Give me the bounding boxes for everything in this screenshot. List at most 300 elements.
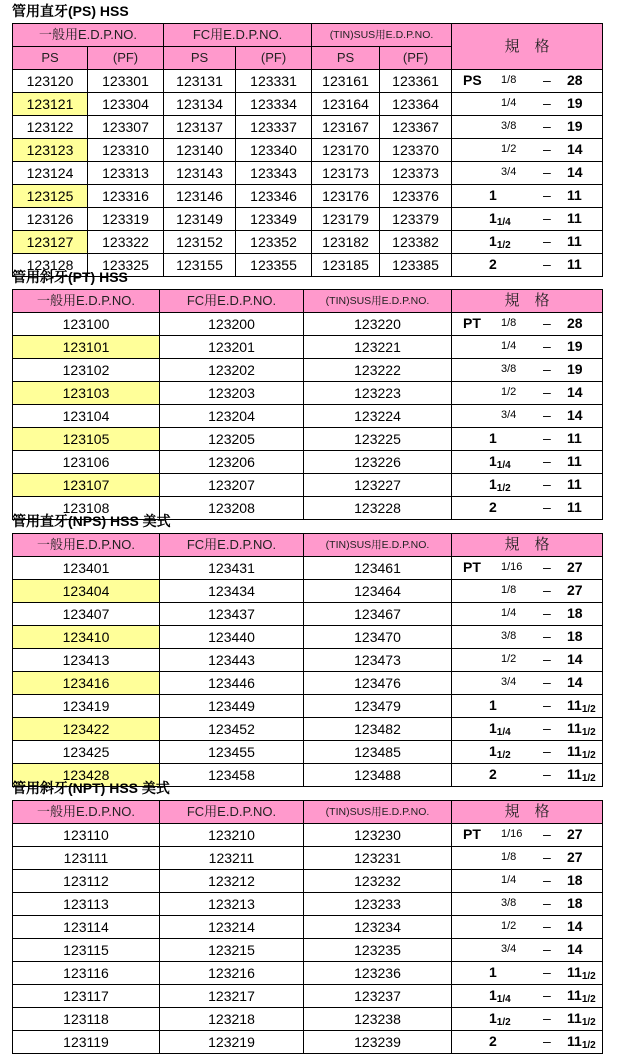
edp-cell: 123121 (13, 93, 88, 116)
spec-dash: – (543, 720, 551, 736)
edp-cell: 123108 (13, 497, 160, 520)
spec-cell (452, 208, 603, 231)
edp-cell: 123239 (304, 1031, 452, 1054)
header-row (13, 24, 603, 47)
tpi-fraction: 1/2 (581, 1017, 596, 1028)
subheader-cell: (PF) (236, 47, 312, 70)
edp-cell: 123211 (160, 847, 304, 870)
spec-size: $1_{1/4}$ (489, 720, 511, 738)
spec-tpi: $11_{1/2}$ (567, 964, 596, 982)
spec-cell (452, 451, 603, 474)
spec-tpi: 11 (567, 476, 582, 492)
edp-cell: 123325 (88, 254, 164, 277)
table-row (13, 580, 603, 603)
spec-tpi: 11 (567, 187, 582, 203)
spec-tpi: 28 (567, 72, 583, 88)
edp-cell: 123473 (304, 649, 452, 672)
edp-cell: 123425 (13, 741, 160, 764)
edp-cell: 123470 (304, 626, 452, 649)
subheader-cell: PS (13, 47, 88, 70)
spec-size: 3/4 (501, 409, 517, 421)
spec-cell (452, 649, 603, 672)
spec-dash: – (543, 964, 551, 980)
spec-dash: – (543, 499, 551, 515)
table-row (13, 1031, 603, 1054)
edp-cell: 123485 (304, 741, 452, 764)
header-row (13, 801, 603, 824)
spec-cell (452, 718, 603, 741)
table-row (13, 208, 603, 231)
table-row (13, 1008, 603, 1031)
edp-cell: 123413 (13, 649, 160, 672)
spec-dash: – (543, 941, 551, 957)
edp-cell: 123224 (304, 405, 452, 428)
spec-cell (452, 1008, 603, 1031)
spec-tpi: 18 (567, 605, 583, 621)
edp-cell: 123149 (164, 208, 236, 231)
spec-fraction: 1/4 (496, 217, 511, 228)
edp-cell: 123343 (236, 162, 312, 185)
header-fc: FC用E.D.P.NO. (160, 801, 304, 824)
spec-dash: – (543, 1033, 551, 1049)
edp-cell: 123346 (236, 185, 312, 208)
edp-cell: 123114 (13, 916, 160, 939)
edp-cell: 123446 (160, 672, 304, 695)
tpi-fraction: 1/2 (581, 704, 596, 715)
subheader-cell: PS (312, 47, 380, 70)
spec-size: 1/2 (501, 920, 517, 932)
spec-tpi: 14 (567, 941, 583, 957)
spec-size: $1_{1/2}$ (489, 476, 511, 494)
edp-cell: 123103 (13, 382, 160, 405)
edp-cell: 123185 (312, 254, 380, 277)
table-row (13, 557, 603, 580)
table-row (13, 162, 603, 185)
spec-tpi: $11_{1/2}$ (567, 743, 596, 761)
edp-cell: 123124 (13, 162, 88, 185)
edp-cell: 123461 (304, 557, 452, 580)
edp-cell: 123182 (312, 231, 380, 254)
edp-cell: 123112 (13, 870, 160, 893)
spec-size: 1/4 (501, 607, 517, 619)
table-row (13, 382, 603, 405)
header-spec: 規 格 (452, 290, 603, 313)
spec-size: 1/4 (501, 874, 517, 886)
edp-cell: 123467 (304, 603, 452, 626)
spec-size: 1/8 (501, 584, 517, 596)
edp-cell: 123237 (304, 985, 452, 1008)
edp-cell: 123113 (13, 893, 160, 916)
edp-cell: 123225 (304, 428, 452, 451)
edp-cell: 123105 (13, 428, 160, 451)
table-row (13, 672, 603, 695)
spec-tpi: 14 (567, 407, 583, 423)
spec-size: 1/4 (501, 97, 517, 109)
spec-size: $1_{1/4}$ (489, 210, 511, 228)
edp-cell: 123102 (13, 359, 160, 382)
spec-tpi: 11 (567, 233, 582, 249)
spec-cell (452, 672, 603, 695)
spec-size: 1 (489, 964, 497, 980)
header-fc: FC用E.D.P.NO. (160, 290, 304, 313)
header-fc: FC用E.D.P.NO. (164, 24, 312, 47)
spec-cell (452, 939, 603, 962)
tpi-fraction: 1/2 (581, 750, 596, 761)
spec-prefix: PT (463, 826, 481, 842)
edp-table (12, 533, 603, 787)
spec-cell (452, 870, 603, 893)
spec-tpi: 27 (567, 582, 583, 598)
edp-cell: 123219 (160, 1031, 304, 1054)
edp-cell: 123134 (164, 93, 236, 116)
spec-tpi: 18 (567, 872, 583, 888)
spec-cell (452, 231, 603, 254)
table-row (13, 185, 603, 208)
header-fc: FC用E.D.P.NO. (160, 534, 304, 557)
spec-fraction: 1/2 (496, 483, 511, 494)
edp-cell: 123122 (13, 116, 88, 139)
edp-cell: 123204 (160, 405, 304, 428)
spec-tpi: 14 (567, 651, 583, 667)
spec-dash: – (543, 605, 551, 621)
edp-cell: 123337 (236, 116, 312, 139)
tpi-fraction: 1/2 (581, 994, 596, 1005)
spec-dash: – (543, 849, 551, 865)
edp-cell: 123410 (13, 626, 160, 649)
edp-cell: 123428 (13, 764, 160, 787)
edp-cell: 123143 (164, 162, 236, 185)
spec-dash: – (543, 407, 551, 423)
table-row (13, 695, 603, 718)
section-title: 管用斜牙(NPT) HSS 美式 (12, 780, 170, 796)
table-row (13, 847, 603, 870)
table-row (13, 893, 603, 916)
edp-cell: 123126 (13, 208, 88, 231)
table-row (13, 741, 603, 764)
spec-dash: – (543, 315, 551, 331)
edp-cell: 123434 (160, 580, 304, 603)
table-row (13, 718, 603, 741)
spec-dash: – (543, 476, 551, 492)
spec-tpi: 11 (567, 499, 582, 515)
edp-cell: 123200 (160, 313, 304, 336)
spec-tpi: 14 (567, 918, 583, 934)
edp-cell: 123322 (88, 231, 164, 254)
spec-tpi: 18 (567, 628, 583, 644)
spec-size: 1/4 (501, 340, 517, 352)
edp-table (12, 800, 603, 1054)
table-row (13, 313, 603, 336)
header-general: 一般用E.D.P.NO. (13, 290, 160, 313)
edp-cell: 123104 (13, 405, 160, 428)
edp-cell: 123310 (88, 139, 164, 162)
edp-cell: 123458 (160, 764, 304, 787)
edp-cell: 123440 (160, 626, 304, 649)
tpi-fraction: 1/2 (581, 971, 596, 982)
spec-tpi: 27 (567, 849, 583, 865)
table-row (13, 139, 603, 162)
edp-cell: 123479 (304, 695, 452, 718)
edp-cell: 123223 (304, 382, 452, 405)
spec-tpi: 19 (567, 118, 583, 134)
spec-tpi: $11_{1/2}$ (567, 720, 596, 738)
edp-cell: 123116 (13, 962, 160, 985)
edp-cell: 123464 (304, 580, 452, 603)
spec-tpi: 19 (567, 95, 583, 111)
spec-cell (452, 695, 603, 718)
edp-cell: 123115 (13, 939, 160, 962)
spec-size: 1/2 (501, 143, 517, 155)
table-row (13, 824, 603, 847)
spec-dash: – (543, 233, 551, 249)
edp-cell: 123419 (13, 695, 160, 718)
edp-cell: 123137 (164, 116, 236, 139)
edp-cell: 123203 (160, 382, 304, 405)
spec-tpi: 19 (567, 338, 583, 354)
spec-tpi: $11_{1/2}$ (567, 987, 596, 1005)
header-tin: (TIN)SUS用E.D.P.NO. (304, 801, 452, 824)
edp-cell: 123407 (13, 603, 160, 626)
edp-cell: 123146 (164, 185, 236, 208)
spec-cell (452, 1031, 603, 1054)
spec-dash: – (543, 453, 551, 469)
edp-cell: 123379 (380, 208, 452, 231)
edp-cell: 123117 (13, 985, 160, 1008)
table-row (13, 939, 603, 962)
spec-dash: – (543, 430, 551, 446)
spec-cell (452, 764, 603, 787)
edp-cell: 123349 (236, 208, 312, 231)
edp-cell: 123376 (380, 185, 452, 208)
edp-cell: 123301 (88, 70, 164, 93)
header-spec: 規 格 (452, 24, 603, 70)
edp-cell: 123352 (236, 231, 312, 254)
spec-size: 1 (489, 187, 497, 203)
edp-cell: 123152 (164, 231, 236, 254)
spec-cell (452, 824, 603, 847)
section-title: 管用斜牙(PT) HSS (12, 269, 128, 285)
spec-prefix: PT (463, 315, 481, 331)
edp-cell: 123385 (380, 254, 452, 277)
edp-cell: 123449 (160, 695, 304, 718)
spec-size: 2 (489, 499, 497, 515)
edp-table (12, 23, 603, 277)
edp-cell: 123455 (160, 741, 304, 764)
header-spec: 規 格 (452, 801, 603, 824)
edp-cell: 123213 (160, 893, 304, 916)
header-tin: (TIN)SUS用E.D.P.NO. (304, 290, 452, 313)
spec-cell (452, 893, 603, 916)
spec-cell (452, 93, 603, 116)
spec-cell (452, 741, 603, 764)
tpi-fraction: 1/2 (581, 727, 596, 738)
spec-cell (452, 359, 603, 382)
edp-cell: 123401 (13, 557, 160, 580)
subheader-cell: (PF) (380, 47, 452, 70)
edp-cell: 123131 (164, 70, 236, 93)
spec-cell (452, 962, 603, 985)
spec-dash: – (543, 674, 551, 690)
spec-dash: – (543, 766, 551, 782)
spec-tpi: 11 (567, 256, 582, 272)
spec-dash: – (543, 338, 551, 354)
edp-cell: 123123 (13, 139, 88, 162)
section-title: 管用直牙(NPS) HSS 美式 (12, 513, 171, 529)
spec-cell (452, 313, 603, 336)
edp-cell: 123476 (304, 672, 452, 695)
spec-tpi: $11_{1/2}$ (567, 697, 596, 715)
edp-cell: 123140 (164, 139, 236, 162)
spec-fraction: 1/2 (496, 1017, 511, 1028)
spec-tpi: 14 (567, 141, 583, 157)
spec-size: 1/2 (501, 386, 517, 398)
spec-size: 1/16 (501, 561, 523, 573)
spec-size: 3/4 (501, 676, 517, 688)
edp-cell: 123319 (88, 208, 164, 231)
edp-cell: 123404 (13, 580, 160, 603)
spec-cell (452, 985, 603, 1008)
table-row (13, 116, 603, 139)
spec-dash: – (543, 361, 551, 377)
edp-cell: 123226 (304, 451, 452, 474)
table-row (13, 962, 603, 985)
edp-cell: 123416 (13, 672, 160, 695)
table-row (13, 428, 603, 451)
table-row (13, 336, 603, 359)
spec-cell (452, 497, 603, 520)
spec-dash: – (543, 918, 551, 934)
section-title: 管用直牙(PS) HSS (12, 3, 129, 19)
subheader-cell: PS (164, 47, 236, 70)
header-row (13, 290, 603, 313)
spec-cell (452, 405, 603, 428)
spec-cell (452, 474, 603, 497)
edp-cell: 123370 (380, 139, 452, 162)
edp-cell: 123452 (160, 718, 304, 741)
edp-cell: 123206 (160, 451, 304, 474)
edp-cell: 123106 (13, 451, 160, 474)
table-row (13, 870, 603, 893)
spec-size: 1/2 (501, 653, 517, 665)
edp-cell: 123355 (236, 254, 312, 277)
spec-dash: – (543, 95, 551, 111)
spec-dash: – (543, 826, 551, 842)
spec-cell (452, 336, 603, 359)
spec-tpi: 27 (567, 826, 583, 842)
edp-cell: 123361 (380, 70, 452, 93)
edp-cell: 123217 (160, 985, 304, 1008)
edp-cell: 123437 (160, 603, 304, 626)
spec-size: $1_{1/2}$ (489, 743, 511, 761)
spec-cell (452, 70, 603, 93)
spec-tpi: 11 (567, 430, 582, 446)
spec-tpi: 11 (567, 453, 582, 469)
edp-cell: 123127 (13, 231, 88, 254)
header-row (13, 534, 603, 557)
spec-cell (452, 382, 603, 405)
spec-tpi: $11_{1/2}$ (567, 1033, 596, 1051)
edp-cell: 123488 (304, 764, 452, 787)
edp-cell: 123373 (380, 162, 452, 185)
edp-cell: 123161 (312, 70, 380, 93)
spec-size: 1/8 (501, 317, 517, 329)
edp-cell: 123232 (304, 870, 452, 893)
spec-size: 1 (489, 430, 497, 446)
spec-size: 3/4 (501, 166, 517, 178)
edp-cell: 123202 (160, 359, 304, 382)
edp-cell: 123207 (160, 474, 304, 497)
table-row (13, 93, 603, 116)
spec-size: $1_{1/2}$ (489, 233, 511, 251)
edp-cell: 123164 (312, 93, 380, 116)
tpi-fraction: 1/2 (581, 773, 596, 784)
edp-cell: 123173 (312, 162, 380, 185)
edp-cell: 123443 (160, 649, 304, 672)
spec-tpi: 14 (567, 674, 583, 690)
spec-dash: – (543, 743, 551, 759)
spec-cell (452, 116, 603, 139)
edp-cell: 123215 (160, 939, 304, 962)
spec-cell (452, 626, 603, 649)
edp-cell: 123214 (160, 916, 304, 939)
spec-size: 1 (489, 697, 497, 713)
spec-dash: – (543, 582, 551, 598)
spec-cell (452, 162, 603, 185)
spec-size: 2 (489, 1033, 497, 1049)
spec-tpi: $11_{1/2}$ (567, 1010, 596, 1028)
table-row (13, 474, 603, 497)
edp-cell: 123167 (312, 116, 380, 139)
spec-dash: – (543, 559, 551, 575)
edp-cell: 123170 (312, 139, 380, 162)
spec-size: 3/4 (501, 943, 517, 955)
spec-size: 1/8 (501, 74, 517, 86)
spec-dash: – (543, 872, 551, 888)
spec-tpi: 19 (567, 361, 583, 377)
edp-cell: 123307 (88, 116, 164, 139)
spec-fraction: 1/4 (496, 727, 511, 738)
edp-cell: 123228 (304, 497, 452, 520)
spec-cell (452, 603, 603, 626)
edp-cell: 123222 (304, 359, 452, 382)
edp-cell: 123227 (304, 474, 452, 497)
spec-cell (452, 185, 603, 208)
edp-cell: 123340 (236, 139, 312, 162)
spec-tpi: 14 (567, 384, 583, 400)
spec-dash: – (543, 895, 551, 911)
spec-dash: – (543, 1010, 551, 1026)
spec-dash: – (543, 210, 551, 226)
spec-size: 3/8 (501, 897, 517, 909)
spec-size: $1_{1/4}$ (489, 987, 511, 1005)
spec-size: $1_{1/4}$ (489, 453, 511, 471)
edp-cell: 123218 (160, 1008, 304, 1031)
header-spec: 規 格 (452, 534, 603, 557)
spec-dash: – (543, 651, 551, 667)
spec-dash: – (543, 72, 551, 88)
spec-size: 3/8 (501, 120, 517, 132)
spec-fraction: 1/4 (496, 994, 511, 1005)
header-tin: (TIN)SUS用E.D.P.NO. (304, 534, 452, 557)
table-row (13, 405, 603, 428)
spec-fraction: 1/2 (496, 240, 511, 251)
spec-dash: – (543, 118, 551, 134)
spec-tpi: 11 (567, 210, 582, 226)
edp-cell: 123220 (304, 313, 452, 336)
edp-cell: 123201 (160, 336, 304, 359)
spec-size: 1/16 (501, 828, 523, 840)
spec-dash: – (543, 697, 551, 713)
